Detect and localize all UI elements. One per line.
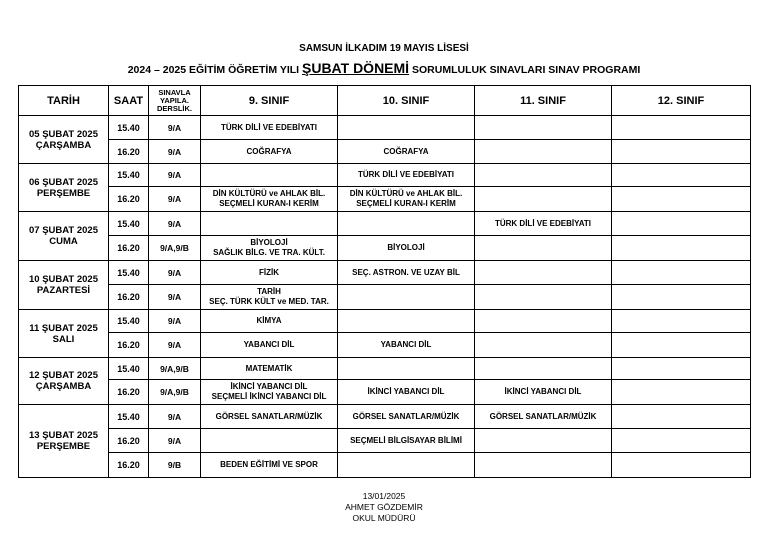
subject-name: SEÇMELİ BİLGİSAYAR BİLİMİ bbox=[350, 435, 462, 445]
time-cell: 15.40 bbox=[109, 310, 149, 333]
schedule-row bbox=[19, 358, 751, 380]
schedule-row bbox=[19, 261, 751, 285]
subject-name: TÜRK DİLİ VE EDEBİYATI bbox=[220, 122, 317, 132]
date-text: 11 ŞUBAT 2025 bbox=[29, 322, 98, 334]
subject-name: TÜRK DİLİ VE EDEBİYATI bbox=[357, 170, 454, 179]
program-title-suffix: SORUMLULUK SINAVLARI SINAV PROGRAMI bbox=[412, 64, 641, 76]
time-cell: 16.20 bbox=[109, 429, 149, 453]
subject-cell-g11 bbox=[475, 140, 612, 164]
header-row bbox=[19, 86, 751, 116]
weekday-text: PERŞEMBE bbox=[36, 441, 91, 452]
col-header-derslik-line2: YAPILA. bbox=[160, 95, 189, 105]
date-text: 13 ŞUBAT 2025 bbox=[29, 430, 98, 441]
subject-cell-g12 bbox=[612, 164, 751, 187]
subject-cell-g12 bbox=[612, 429, 751, 453]
subject-cell-g10 bbox=[338, 212, 475, 236]
subject-cell-g9 bbox=[201, 310, 338, 333]
schedule-body bbox=[19, 116, 751, 478]
time-cell: 16.20 bbox=[109, 140, 149, 164]
subject-name: YABANCI DİL bbox=[243, 340, 295, 349]
subject-cell-g12 bbox=[612, 116, 751, 140]
subject-cell-g11 bbox=[475, 380, 612, 405]
weekday-text: SALI bbox=[52, 333, 75, 345]
schedule-row bbox=[19, 285, 751, 310]
subject-cell-g9 bbox=[201, 140, 338, 164]
subject-cell-g10 bbox=[338, 429, 475, 453]
program-title-highlight: ŞUBAT DÖNEMİ bbox=[302, 60, 410, 76]
subject-cell-g9 bbox=[201, 333, 338, 358]
weekday-text: ÇARŞAMBA bbox=[35, 139, 92, 151]
schedule-row bbox=[19, 380, 751, 405]
subject-cell-g10 bbox=[338, 285, 475, 310]
date-text: 07 ŞUBAT 2025 bbox=[29, 225, 98, 236]
subject-name: TARİH bbox=[257, 287, 281, 296]
classroom-cell: 9/A bbox=[149, 429, 201, 453]
subject-cell-g9 bbox=[201, 429, 338, 453]
subject-name: SEÇMELİ İKİNCİ YABANCI DİL bbox=[211, 392, 327, 401]
subject-cell-g9 bbox=[201, 358, 338, 380]
schedule-row bbox=[19, 164, 751, 187]
subject-name: SEÇMELİ KURAN-I KERİM bbox=[356, 199, 456, 208]
classroom-cell: 9/A bbox=[149, 310, 201, 333]
classroom-cell: 9/A,9/B bbox=[149, 358, 201, 380]
classroom-cell: 9/A bbox=[149, 140, 201, 164]
schedule-row bbox=[19, 236, 751, 261]
subject-cell-g12 bbox=[612, 285, 751, 310]
time-cell: 15.40 bbox=[109, 212, 149, 236]
classroom-cell: 9/A bbox=[149, 212, 201, 236]
subject-cell-g12 bbox=[612, 236, 751, 261]
col-header-saat: SAAT bbox=[109, 86, 149, 116]
subject-cell-g10 bbox=[338, 116, 475, 140]
time-cell: 16.20 bbox=[109, 333, 149, 358]
subject-name: İKİNCİ YABANCI DİL bbox=[230, 382, 308, 391]
subject-cell-g10 bbox=[338, 164, 475, 187]
time-cell: 16.20 bbox=[109, 187, 149, 212]
date-cell bbox=[19, 261, 109, 310]
subject-cell-g11 bbox=[475, 358, 612, 380]
school-title: SAMSUN İLKADIM 19 MAYIS LİSESİ bbox=[299, 43, 469, 54]
subject-cell-g12 bbox=[612, 261, 751, 285]
subject-cell-g11 bbox=[475, 116, 612, 140]
subject-cell-g10 bbox=[338, 261, 475, 285]
date-cell bbox=[19, 405, 109, 478]
subject-name: BİYOLOJİ bbox=[387, 243, 425, 252]
weekday-text: PERŞEMBE bbox=[36, 187, 91, 199]
subject-name: BİYOLOJİ bbox=[250, 238, 288, 247]
subject-name: YABANCI DİL bbox=[380, 340, 432, 349]
subject-cell-g12 bbox=[612, 310, 751, 333]
classroom-cell: 9/A bbox=[149, 405, 201, 429]
time-cell: 15.40 bbox=[109, 164, 149, 187]
subject-cell-g10 bbox=[338, 453, 475, 478]
subject-cell-g10 bbox=[338, 310, 475, 333]
subject-cell-g11 bbox=[475, 453, 612, 478]
classroom-cell: 9/B bbox=[149, 453, 201, 478]
col-header-derslik bbox=[149, 86, 201, 116]
subject-cell-g12 bbox=[612, 187, 751, 212]
classroom-cell: 9/A bbox=[149, 164, 201, 187]
subject-name: BEDEN EĞİTİMİ VE SPOR bbox=[220, 460, 318, 469]
subject-cell-g11 bbox=[475, 164, 612, 187]
principal-role: OKUL MÜDÜRÜ bbox=[352, 513, 416, 523]
program-title bbox=[0, 60, 768, 76]
schedule-row bbox=[19, 187, 751, 212]
subject-cell-g11 bbox=[475, 212, 612, 236]
subject-cell-g11 bbox=[475, 187, 612, 212]
schedule-row bbox=[19, 429, 751, 453]
time-cell: 15.40 bbox=[109, 358, 149, 380]
subject-cell-g9 bbox=[201, 212, 338, 236]
subject-cell-g12 bbox=[612, 358, 751, 380]
subject-cell-g11 bbox=[475, 310, 612, 333]
subject-cell-g12 bbox=[612, 453, 751, 478]
subject-cell-g12 bbox=[612, 405, 751, 429]
classroom-cell: 9/A,9/B bbox=[149, 380, 201, 405]
schedule-row bbox=[19, 333, 751, 358]
time-cell: 15.40 bbox=[109, 405, 149, 429]
schedule-row bbox=[19, 405, 751, 429]
schedule-row bbox=[19, 116, 751, 140]
subject-cell-g9 bbox=[201, 261, 338, 285]
time-cell: 15.40 bbox=[109, 116, 149, 140]
subject-cell-g9 bbox=[201, 380, 338, 405]
subject-name: COĞRAFYA bbox=[383, 146, 429, 156]
time-cell: 16.20 bbox=[109, 380, 149, 405]
subject-name: GÖRSEL SANATLAR/MÜZİK bbox=[489, 411, 597, 421]
col-header-grade-11: 11. SINIF bbox=[475, 86, 612, 116]
schedule-row bbox=[19, 453, 751, 478]
col-header-derslik-line3: DERSLİK. bbox=[156, 103, 192, 113]
subject-cell-g10 bbox=[338, 333, 475, 358]
subject-cell-g10 bbox=[338, 405, 475, 429]
time-cell: 16.20 bbox=[109, 236, 149, 261]
date-text: 10 ŞUBAT 2025 bbox=[29, 274, 98, 285]
date-cell bbox=[19, 310, 109, 358]
classroom-cell: 9/A bbox=[149, 116, 201, 140]
col-header-grade-10: 10. SINIF bbox=[338, 86, 475, 116]
subject-cell-g12 bbox=[612, 333, 751, 358]
date-cell bbox=[19, 212, 109, 261]
col-header-derslik-line1: SINAVLA bbox=[158, 87, 191, 97]
subject-name: SEÇ. TÜRK KÜLT ve MED. TAR. bbox=[209, 297, 329, 306]
weekday-text: PAZARTESİ bbox=[36, 285, 91, 296]
subject-name: FİZİK bbox=[259, 267, 279, 277]
subject-name: İKİNCİ YABANCI DİL bbox=[367, 387, 445, 396]
subject-name: TÜRK DİLİ VE EDEBİYATI bbox=[494, 218, 591, 228]
time-cell: 16.20 bbox=[109, 285, 149, 310]
subject-name: İKİNCİ YABANCI DİL bbox=[504, 387, 582, 396]
classroom-cell: 9/A bbox=[149, 285, 201, 310]
schedule-row bbox=[19, 140, 751, 164]
subject-cell-g9 bbox=[201, 116, 338, 140]
subject-cell-g10 bbox=[338, 358, 475, 380]
subject-cell-g12 bbox=[612, 140, 751, 164]
col-header-grade-12: 12. SINIF bbox=[612, 86, 751, 116]
subject-cell-g9 bbox=[201, 164, 338, 187]
signature-date: 13/01/2025 bbox=[362, 491, 406, 501]
subject-name: DİN KÜLTÜRÜ ve AHLAK BİL. bbox=[349, 189, 463, 198]
classroom-cell: 9/A bbox=[149, 187, 201, 212]
exam-schedule-table bbox=[18, 85, 751, 478]
classroom-cell: 9/A,9/B bbox=[149, 236, 201, 261]
subject-cell-g11 bbox=[475, 236, 612, 261]
subject-cell-g11 bbox=[475, 405, 612, 429]
principal-name: AHMET GÖZDEMİR bbox=[345, 502, 423, 512]
col-header-grade-9: 9. SINIF bbox=[201, 86, 338, 116]
subject-cell-g11 bbox=[475, 261, 612, 285]
date-cell bbox=[19, 164, 109, 212]
subject-cell-g10 bbox=[338, 140, 475, 164]
subject-name: SEÇ. ASTRON. VE UZAY BİL bbox=[352, 267, 460, 277]
col-header-tarih: TARİH bbox=[19, 86, 109, 116]
subject-cell-g10 bbox=[338, 236, 475, 261]
program-title-prefix: 2024 – 2025 EĞİTİM ÖĞRETİM YILI bbox=[127, 64, 300, 76]
subject-cell-g10 bbox=[338, 380, 475, 405]
subject-cell-g11 bbox=[475, 285, 612, 310]
signature-block bbox=[0, 491, 768, 524]
subject-name: GÖRSEL SANATLAR/MÜZİK bbox=[215, 411, 323, 421]
subject-cell-g10 bbox=[338, 187, 475, 212]
classroom-cell: 9/A bbox=[149, 333, 201, 358]
subject-name: GÖRSEL SANATLAR/MÜZİK bbox=[352, 411, 460, 421]
date-cell bbox=[19, 116, 109, 164]
date-text: 12 ŞUBAT 2025 bbox=[29, 370, 98, 381]
subject-name: DİN KÜLTÜRÜ ve AHLAK BİL. bbox=[212, 189, 326, 198]
subject-name: COĞRAFYA bbox=[246, 146, 292, 156]
weekday-text: CUMA bbox=[49, 236, 78, 247]
subject-cell-g12 bbox=[612, 380, 751, 405]
subject-cell-g9 bbox=[201, 285, 338, 310]
time-cell: 15.40 bbox=[109, 261, 149, 285]
subject-cell-g9 bbox=[201, 187, 338, 212]
weekday-text: ÇARŞAMBA bbox=[35, 381, 92, 392]
subject-cell-g11 bbox=[475, 333, 612, 358]
date-text: 05 ŞUBAT 2025 bbox=[29, 128, 98, 140]
date-cell bbox=[19, 358, 109, 405]
subject-cell-g9 bbox=[201, 236, 338, 261]
schedule-row bbox=[19, 212, 751, 236]
subject-name: SEÇMELİ KURAN-I KERİM bbox=[219, 199, 319, 208]
classroom-cell: 9/A bbox=[149, 261, 201, 285]
schedule-row bbox=[19, 310, 751, 333]
subject-cell-g9 bbox=[201, 453, 338, 478]
subject-name: KİMYA bbox=[256, 316, 282, 325]
subject-cell-g9 bbox=[201, 405, 338, 429]
date-text: 06 ŞUBAT 2025 bbox=[29, 176, 98, 188]
time-cell: 16.20 bbox=[109, 453, 149, 478]
subject-cell-g11 bbox=[475, 429, 612, 453]
subject-name: SAĞLIK BİLG. VE TRA. KÜLT. bbox=[213, 248, 325, 257]
subject-name: MATEMATİK bbox=[245, 363, 293, 373]
subject-cell-g12 bbox=[612, 212, 751, 236]
